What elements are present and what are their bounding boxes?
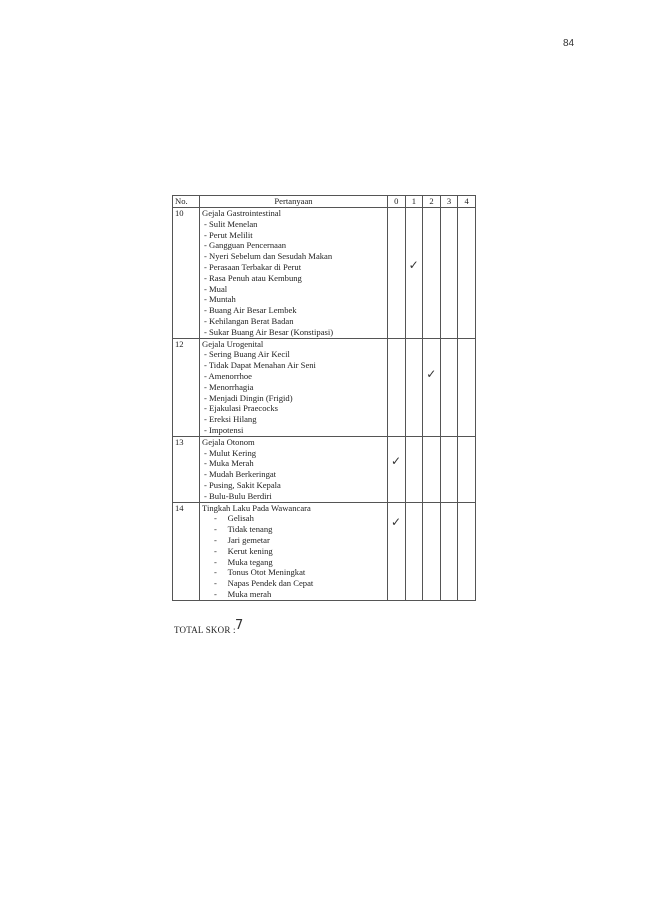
score-cell-1 [405, 338, 423, 436]
section-questions [200, 338, 388, 436]
symptom-item: - Buang Air Besar Lembek [202, 305, 387, 316]
symptom-list [202, 513, 387, 599]
symptom-item: - Muka Merah [202, 458, 387, 469]
section-questions [200, 208, 388, 339]
symptom-item: - Mual [202, 284, 387, 295]
score-cell-0 [388, 436, 406, 502]
symptom-item: - Bulu-Bulu Berdiri [202, 491, 387, 502]
header-score-2: 2 [423, 196, 441, 208]
section-title: Gejala Urogenital [202, 338, 264, 349]
symptom-list [202, 349, 387, 435]
symptom-item: - Perut Melilit [202, 230, 387, 241]
header-score-4: 4 [458, 196, 476, 208]
page-number: 84 [563, 38, 575, 49]
symptom-item: - Gelisah [202, 513, 387, 524]
symptom-item: - Pusing, Sakit Kepala [202, 480, 387, 491]
symptom-item: - Sering Buang Air Kecil [202, 349, 387, 360]
section-number: 10 [173, 208, 200, 339]
symptom-item: - Ereksi Hilang [202, 414, 387, 425]
section-number: 13 [173, 436, 200, 502]
check-mark-icon: ✓ [426, 366, 437, 381]
symptom-item: - Impotensi [202, 425, 387, 436]
header-score-3: 3 [440, 196, 458, 208]
symptom-item: - Kehilangan Berat Badan [202, 316, 387, 327]
score-cell-2 [423, 208, 441, 339]
score-cell-0 [388, 208, 406, 339]
symptom-item: - Perasaan Terbakar di Perut [202, 262, 387, 273]
symptom-list [202, 219, 387, 338]
check-mark-icon: ✓ [408, 258, 419, 272]
symptom-item: - Muka tegang [202, 557, 387, 568]
symptom-item: - Nyeri Sebelum dan Sesudah Makan [202, 251, 387, 262]
symptom-item: - Gangguan Pencernaan [202, 240, 387, 251]
symptom-list [202, 448, 387, 502]
section-row-gastrointestinal [173, 208, 476, 339]
score-cell-3 [440, 502, 458, 600]
check-mark-icon: ✓ [391, 453, 402, 468]
score-cell-3 [440, 208, 458, 339]
score-cell-4 [458, 208, 476, 339]
score-cell-2 [423, 338, 441, 436]
section-number: 14 [173, 502, 200, 600]
section-title: Gejala Otonom [202, 436, 255, 447]
table-header-row [173, 196, 476, 208]
section-row-otonom [173, 436, 476, 502]
check-mark-icon: ✓ [391, 514, 402, 529]
score-cell-4 [458, 502, 476, 600]
score-cell-1 [405, 502, 423, 600]
total-score-value: 7 [235, 618, 244, 633]
header-score-0: 0 [388, 196, 406, 208]
score-cell-1 [405, 436, 423, 502]
symptom-item: - Tonus Otot Meningkat [202, 567, 387, 578]
symptom-item: - Mulut Kering [202, 448, 387, 459]
header-no: No. [173, 196, 200, 208]
questionnaire-table [172, 195, 476, 601]
section-row-interview-behavior [173, 502, 476, 600]
header-question: Pertanyaan [200, 196, 388, 208]
symptom-item: - Tidak Dapat Menahan Air Seni [202, 360, 387, 371]
symptom-item: - Menjadi Dingin (Frigid) [202, 393, 387, 404]
symptom-item: - Tidak tenang [202, 524, 387, 535]
symptom-item: - Kerut kening [202, 546, 387, 557]
symptom-item: - Amenorrhoe [202, 371, 387, 382]
score-cell-1 [405, 208, 423, 339]
symptom-item: - Ejakulasi Praecocks [202, 403, 387, 414]
score-cell-4 [458, 436, 476, 502]
symptom-item: - Jari gemetar [202, 535, 387, 546]
score-cell-0 [388, 502, 406, 600]
symptom-item: - Sulit Menelan [202, 219, 387, 230]
total-score-label: TOTAL SKOR : [174, 625, 236, 635]
score-cell-3 [440, 436, 458, 502]
score-cell-2 [423, 502, 441, 600]
score-cell-4 [458, 338, 476, 436]
symptom-item: - Muntah [202, 294, 387, 305]
symptom-item: - Rasa Penuh atau Kembung [202, 273, 387, 284]
score-cell-3 [440, 338, 458, 436]
section-number: 12 [173, 338, 200, 436]
section-questions [200, 436, 388, 502]
symptom-item: - Menorrhagia [202, 382, 387, 393]
section-row-urogenital [173, 338, 476, 436]
symptom-item: - Sukar Buang Air Besar (Konstipasi) [202, 327, 387, 338]
section-title: Tingkah Laku Pada Wawancara [202, 502, 311, 513]
score-cell-0 [388, 338, 406, 436]
symptom-item: - Muka merah [202, 589, 387, 600]
score-cell-2 [423, 436, 441, 502]
header-score-1: 1 [405, 196, 423, 208]
section-questions [200, 502, 388, 600]
section-title: Gejala Gastrointestinal [202, 208, 281, 218]
symptom-item: - Napas Pendek dan Cepat [202, 578, 387, 589]
symptom-item: - Mudah Berkeringat [202, 469, 387, 480]
